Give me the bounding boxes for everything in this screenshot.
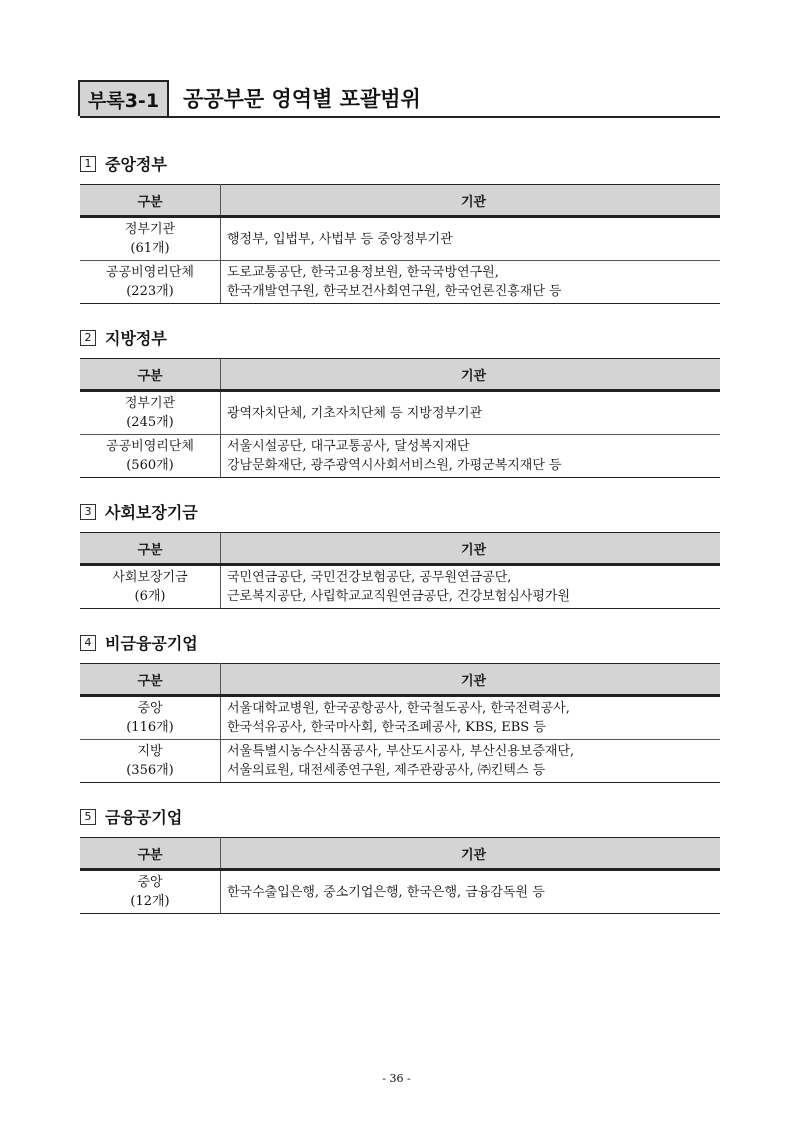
table-row [80,261,720,304]
column-header-category: 구분 [80,185,221,217]
section-number: 3 [80,504,96,520]
institution-cell [221,217,721,261]
category-cell [80,740,221,783]
column-header-category: 구분 [80,533,221,565]
category-count: (560개) [126,458,174,473]
institution-line: 서울의료원, 대전세종연구원, 제주관광공사, ㈜킨텍스 등 [227,763,546,778]
column-header-institution: 기관 [221,185,721,217]
institution-line: 서울시설공단, 대구교통공사, 달성복지재단 [227,439,470,454]
section-4 [80,631,720,783]
column-header-institution: 기관 [221,664,721,696]
section-number: 1 [80,156,96,172]
table-header-row [80,664,720,696]
document-page [80,80,720,936]
page-number: - 36 - [382,1072,411,1085]
institution-line: 국민연금공단, 국민건강보험공단, 공무원연금공단, [227,570,512,585]
section-number: 2 [80,330,96,346]
column-header-institution: 기관 [221,533,721,565]
section-5 [80,805,720,914]
category-count: (245개) [126,415,174,430]
category-name: 공공비영리단체 [106,265,194,280]
category-count: (356개) [126,763,174,778]
institution-line: 광역자치단체, 기초자치단체 등 지방정부기관 [227,405,483,421]
section-number: 4 [80,635,96,651]
category-name: 중앙 [137,701,163,716]
category-cell [80,435,221,478]
institution-line: 한국개발연구원, 한국보건사회연구원, 한국언론진흥재단 등 [227,284,562,299]
column-header-institution: 기관 [221,838,721,870]
institution-cell [221,565,721,609]
category-name: 공공비영리단체 [106,439,194,454]
section-3 [80,500,720,609]
column-header-institution: 기관 [221,359,721,391]
section-title: 중앙정부 [105,155,167,174]
section-table [80,184,720,304]
category-name: 정부기관 [124,222,176,237]
institution-line: 서울대학교병원, 한국공항공사, 한국철도공사, 한국전력공사, [227,701,570,716]
sections-container [80,152,720,914]
section-title: 금융공기업 [105,808,183,827]
section-heading [80,152,720,175]
table-header-row [80,359,720,391]
section-heading [80,500,720,523]
section-heading [80,326,720,349]
category-cell [80,261,221,304]
column-header-category: 구분 [80,359,221,391]
institution-line: 근로복지공단, 사립학교교직원연금공단, 건강보험심사평가원 [227,589,571,604]
institution-line: 행정부, 입법부, 사법부 등 중앙정부기관 [227,231,453,247]
appendix-title [80,80,720,118]
appendix-title-text: 공공부문 영역별 포괄범위 [183,87,421,111]
category-name: 사회보장기금 [112,570,188,585]
category-cell [80,217,221,261]
institution-line: 도로교통공단, 한국고용정보원, 한국국방연구원, [227,265,499,280]
institution-cell [221,696,721,740]
category-count: (223개) [126,284,174,299]
table-row [80,696,720,740]
institution-cell [221,435,721,478]
category-count: (61개) [130,241,170,256]
section-2 [80,326,720,478]
institution-line: 서울특별시농수산식품공사, 부산도시공사, 부산신용보증재단, [227,744,575,759]
table-header-row [80,533,720,565]
section-number: 5 [80,809,96,825]
category-count: (116개) [126,720,174,735]
column-header-category: 구분 [80,838,221,870]
category-name: 중앙 [137,875,163,890]
institution-cell [221,740,721,783]
category-cell [80,696,221,740]
table-row [80,870,720,914]
table-header-row [80,838,720,870]
institution-cell [221,870,721,914]
column-header-category: 구분 [80,664,221,696]
table-row [80,217,720,261]
category-cell [80,391,221,435]
category-cell [80,565,221,609]
table-row [80,740,720,783]
institution-cell [221,391,721,435]
section-table [80,663,720,783]
table-row [80,565,720,609]
section-title: 지방정부 [105,329,167,348]
institution-line: 강남문화재단, 광주광역시사회서비스원, 가평군복지재단 등 [227,458,562,473]
institution-line: 한국수출입은행, 중소기업은행, 한국은행, 금융감독원 등 [227,884,545,900]
section-1 [80,152,720,304]
institution-line: 한국석유공사, 한국마사회, 한국조폐공사, KBS, EBS 등 [227,720,546,735]
section-table [80,837,720,914]
section-heading [80,631,720,654]
category-name: 지방 [137,744,163,759]
category-count: (12개) [130,894,170,909]
category-cell [80,870,221,914]
institution-cell [221,261,721,304]
section-table [80,532,720,609]
section-table [80,358,720,478]
section-title: 사회보장기금 [105,503,198,522]
category-count: (6개) [134,589,166,604]
table-row [80,435,720,478]
table-row [80,391,720,435]
section-heading [80,805,720,828]
section-title: 비금융공기업 [105,634,198,653]
appendix-badge: 부록3-1 [78,80,169,116]
table-header-row [80,185,720,217]
category-name: 정부기관 [124,396,176,411]
